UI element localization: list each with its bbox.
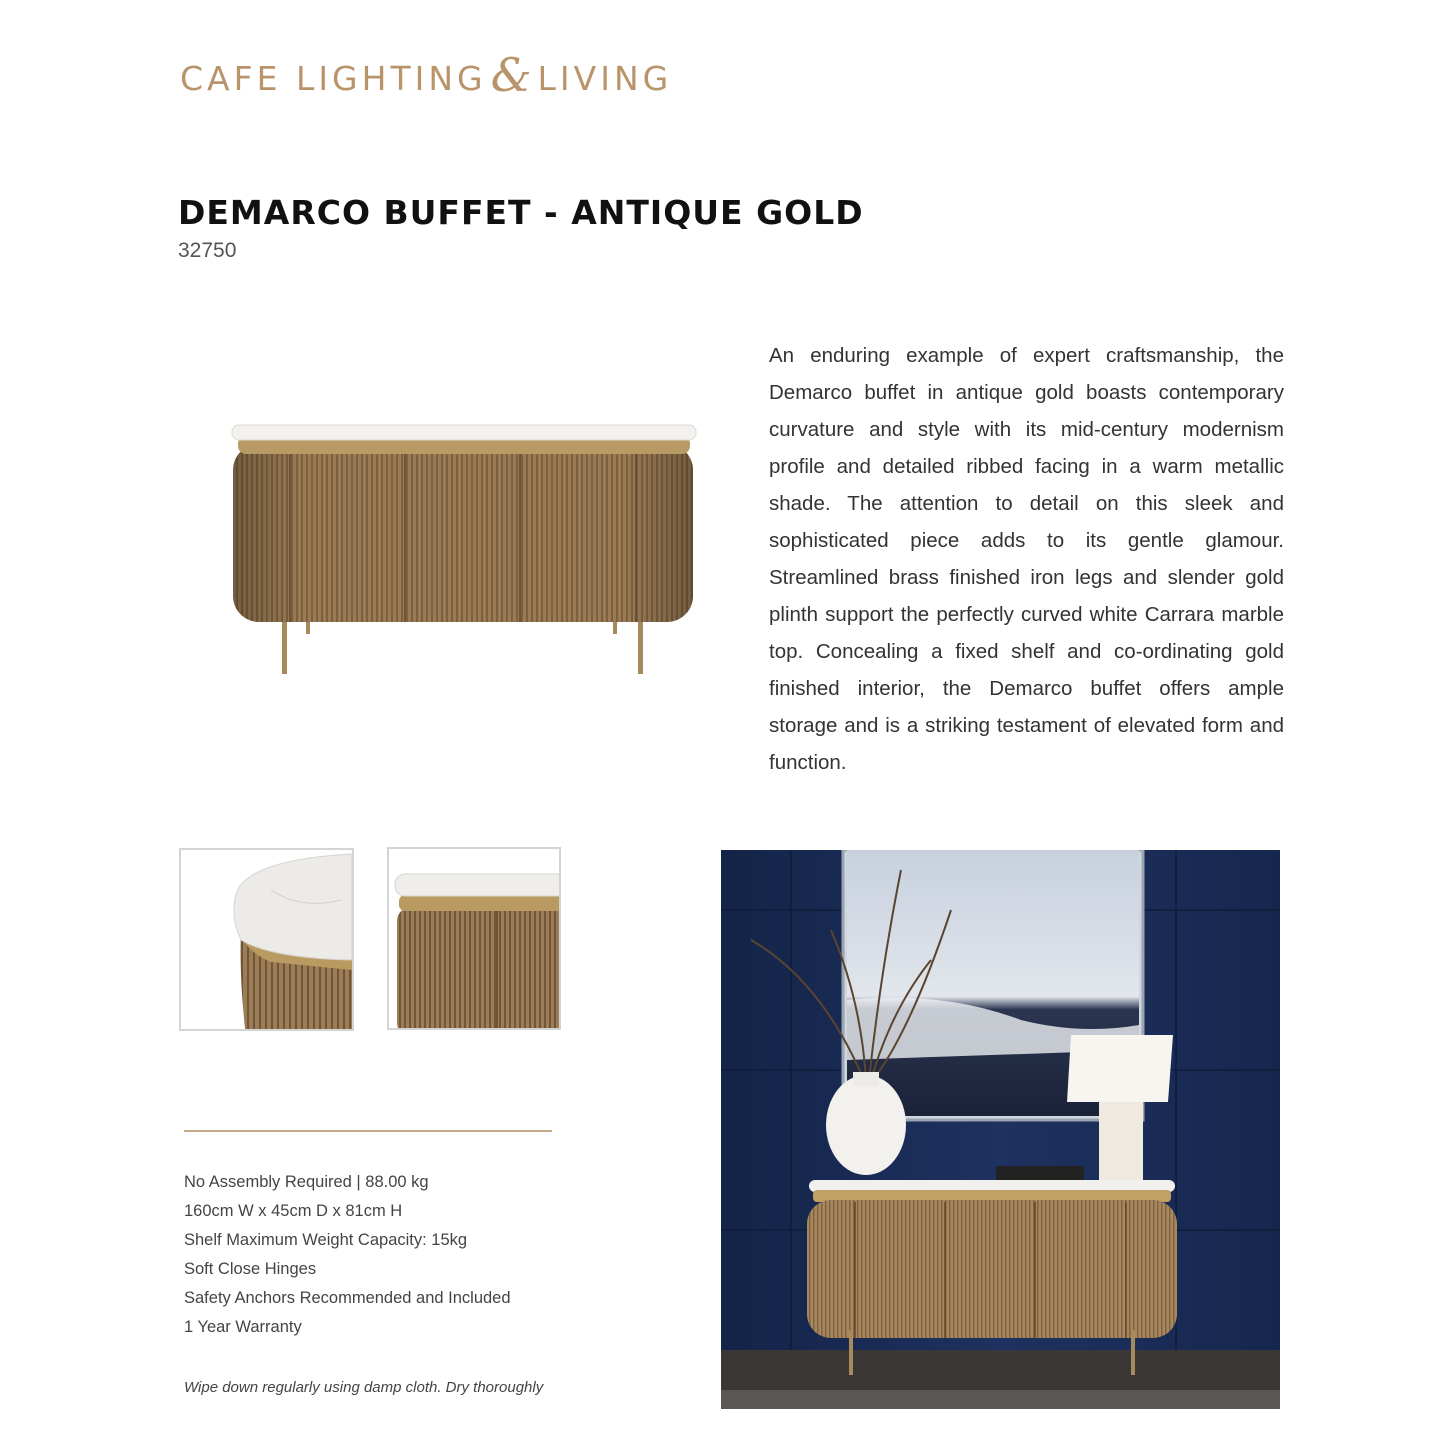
detail-thumbnail-corner[interactable]: [179, 848, 354, 1031]
spec-list: [184, 1168, 511, 1342]
brand-name-part2: LIVING: [537, 58, 673, 98]
product-title: DEMARCO BUFFET - ANTIQUE GOLD: [178, 193, 864, 232]
section-divider: [184, 1130, 552, 1132]
spec-item: Shelf Maximum Weight Capacity: 15kg: [184, 1231, 468, 1249]
spec-item: No Assembly Required | 88.00 kg: [184, 1173, 429, 1191]
spec-item: 160cm W x 45cm D x 81cm H: [184, 1202, 403, 1220]
detail-thumbnail-top[interactable]: [387, 847, 561, 1030]
brand-ampersand: &: [490, 48, 532, 102]
product-main-image: [226, 418, 702, 680]
spec-item: Soft Close Hinges: [184, 1260, 317, 1278]
care-instructions: Wipe down regularly using damp cloth. Dry thoroughly: [184, 1379, 544, 1396]
brand-name-part1: CAFE LIGHTING: [180, 58, 487, 98]
product-sku: 32750: [178, 239, 237, 262]
spec-item: Safety Anchors Recommended and Included: [184, 1289, 511, 1307]
brand-logo: [180, 48, 673, 102]
spec-item: 1 Year Warranty: [184, 1318, 302, 1336]
product-description: An enduring example of expert craftsmanship, the Demarco buffet in antique gold boasts contemporary curvature and style with its mid-century modernism profile and detailed ribbed facing in a warm metallic shade. The attention to detail on this sleek and sophisticated piece adds to its gentle glamour. Streamlined brass finished iron legs and slender gold plinth support the perfectly curved white Carrara marble top. Concealing a fixed shelf and co-ordinating gold finished interior, the Demarco buffet offers ample storage and is a striking testament of elevated form and function.: [769, 344, 1284, 774]
lifestyle-photo: [721, 850, 1280, 1409]
